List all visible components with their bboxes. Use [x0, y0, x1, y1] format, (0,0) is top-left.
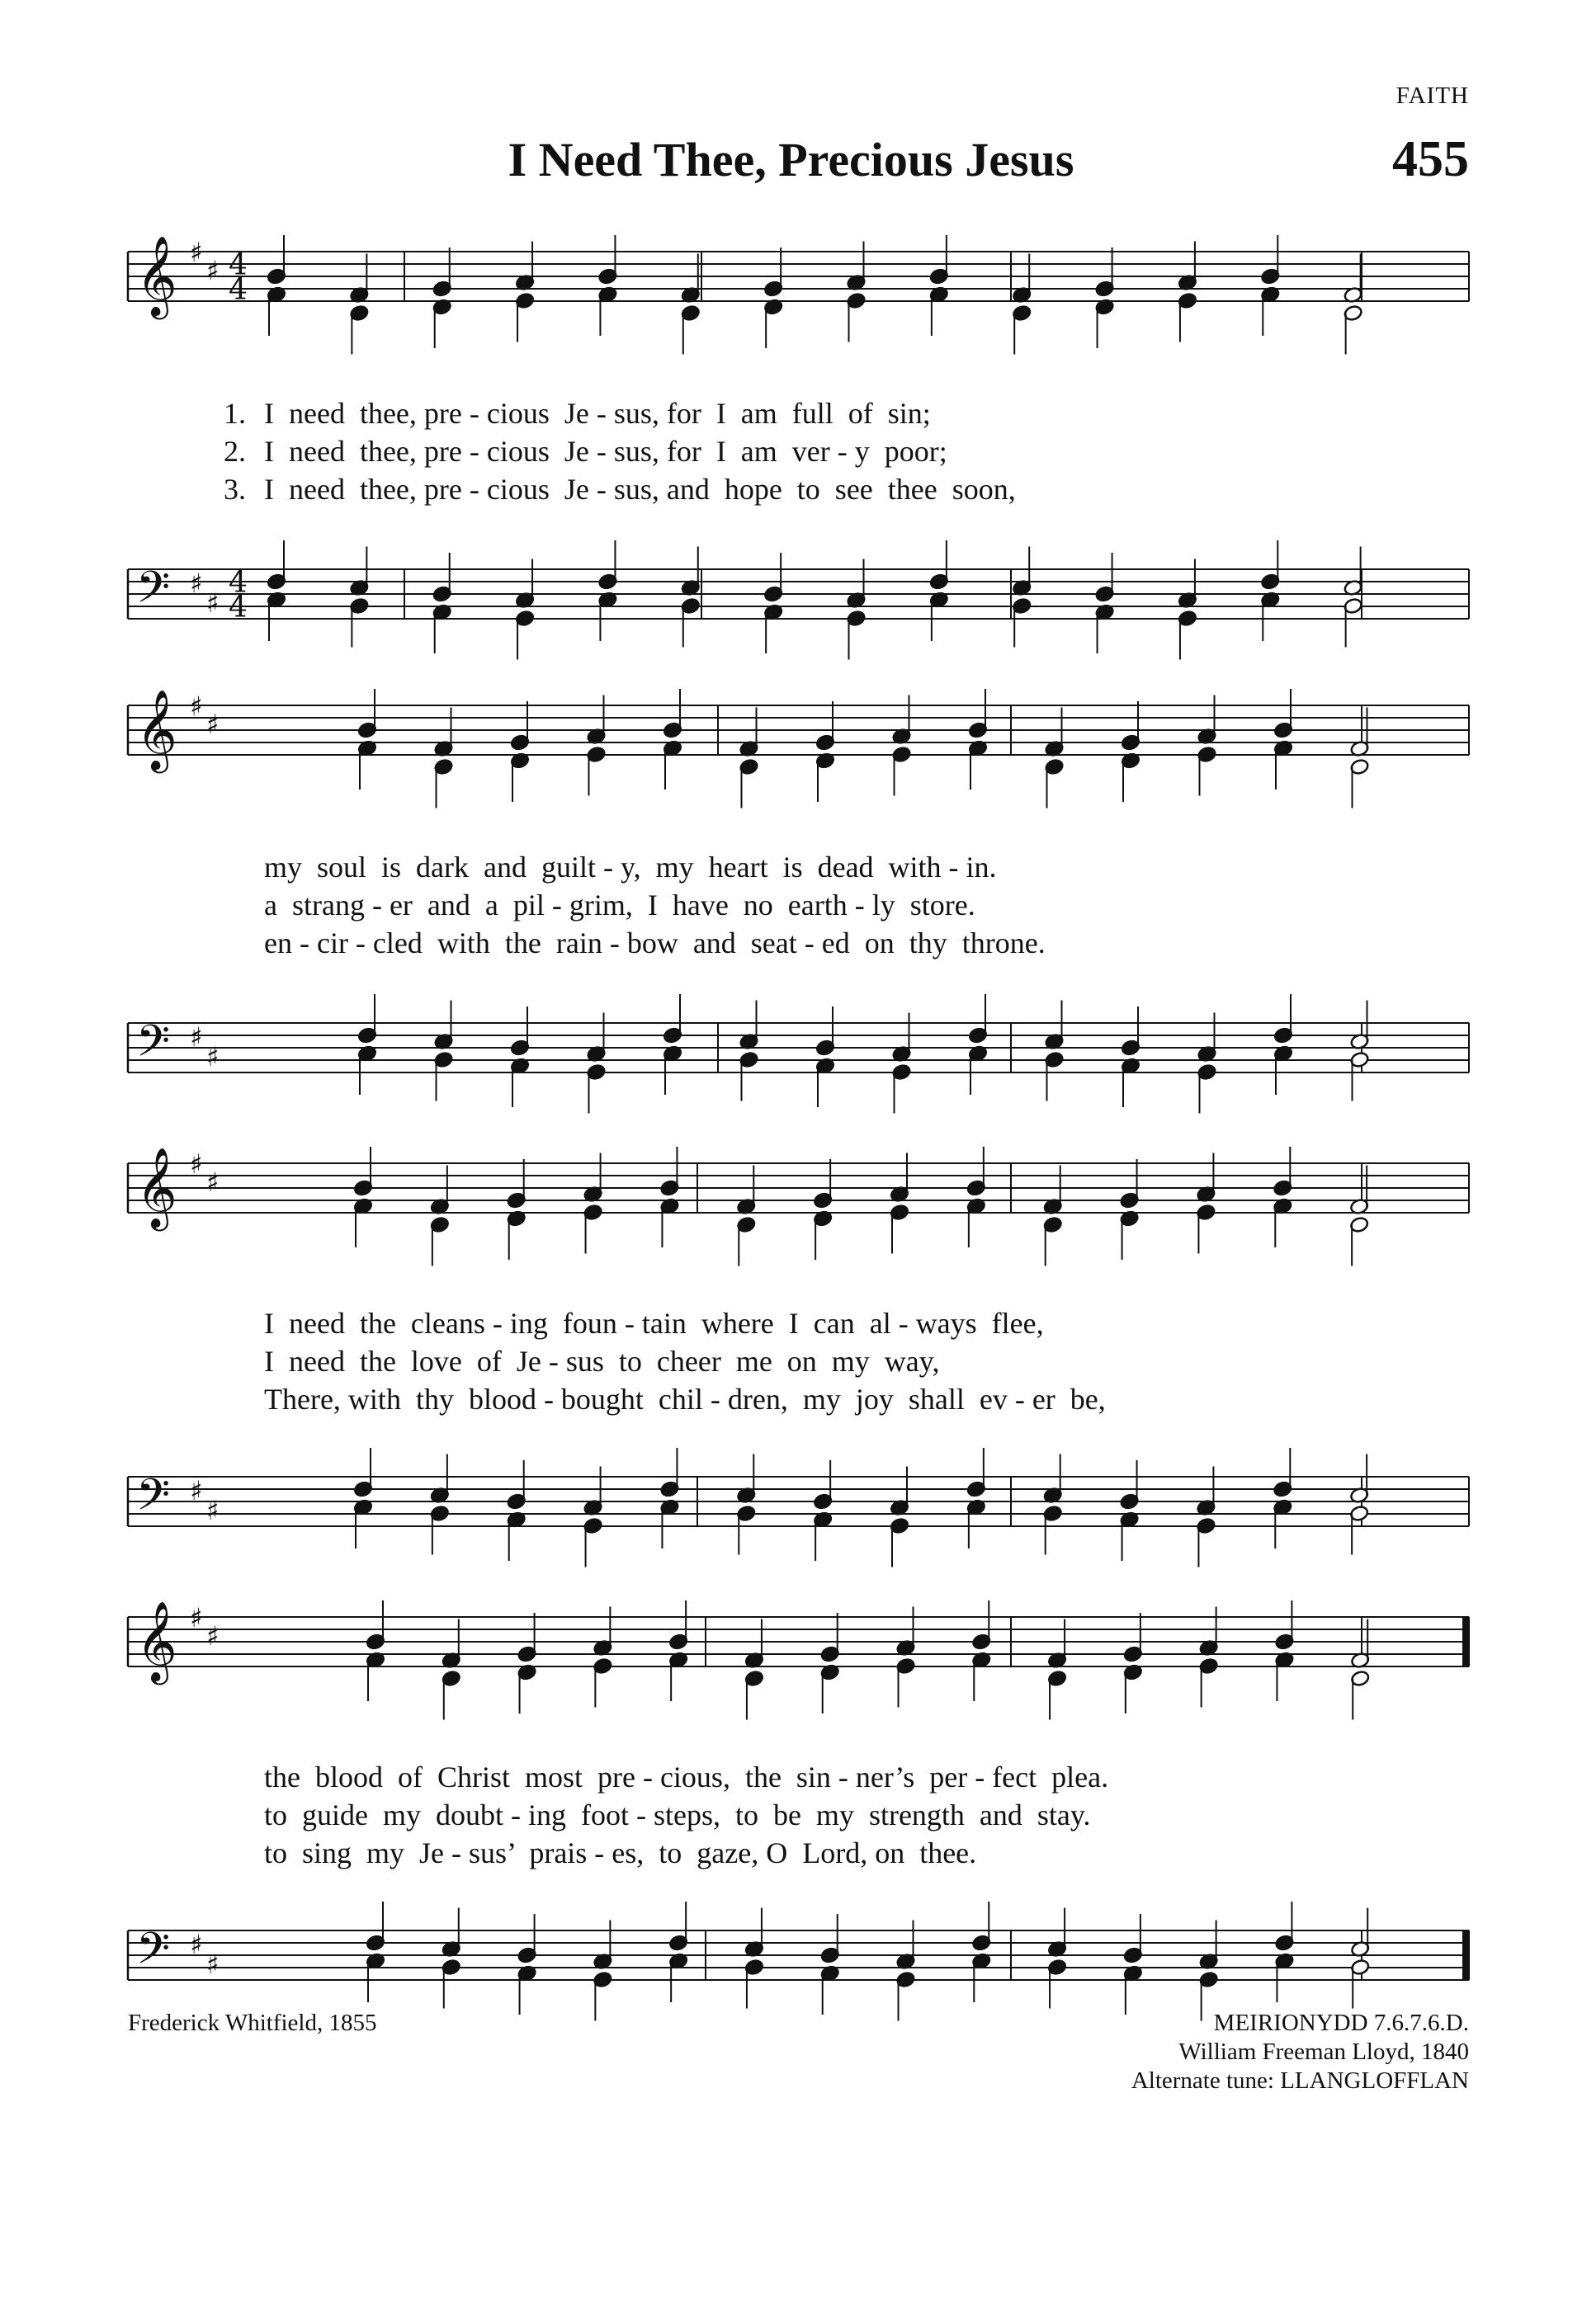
time-signature: 4: [229, 591, 248, 625]
bass-clef-icon: 𝄢: [136, 1470, 171, 1531]
lyric-line: There, with thy blood - bought chil - dren, my joy shall ev - er be,: [264, 1383, 1106, 1416]
sharp-icon: ♯: [190, 1602, 203, 1633]
sharp-icon: ♯: [190, 1148, 203, 1180]
sharp-icon: ♯: [190, 1475, 203, 1506]
time-signature: 4: [229, 248, 248, 282]
lyric-line: 2. I need thee, pre - cious Je - sus, for I am ver - y poor;: [224, 435, 947, 468]
sharp-icon: ♯: [206, 1949, 220, 1980]
treble-clef-icon: 𝄞: [136, 1600, 177, 1681]
sharp-icon: ♯: [206, 255, 220, 286]
words-credit: Frederick Whitfield, 1855: [128, 2010, 377, 2036]
tune-credit: [1131, 2009, 1469, 2095]
treble-clef-icon: 𝄞: [136, 689, 177, 770]
sharp-icon: ♯: [206, 1167, 220, 1198]
lyric-line: 1. I need thee, pre - cious Je - sus, for I am full of sin;: [224, 397, 931, 430]
alternate-tune: Alternate tune: LLANGLOFFLAN: [1131, 2067, 1469, 2094]
hymn-number: 455: [1392, 131, 1469, 187]
tune-name: MEIRIONYDD 7.6.7.6.D.: [1213, 2010, 1469, 2036]
lyric-line: the blood of Christ most pre - cious, the sin - ner’s per - fect plea.: [264, 1761, 1109, 1794]
treble-clef-icon: 𝄞: [136, 1147, 177, 1228]
section-label: FAITH: [1395, 82, 1469, 109]
lyric-line: I need the cleans - ing foun - tain where I can al - ways flee,: [264, 1307, 1044, 1340]
time-signature: 4: [229, 273, 248, 307]
lyric-line: 3. I need thee, pre - cious Je - sus, and hope to see thee soon,: [224, 473, 1016, 506]
sharp-icon: ♯: [206, 587, 220, 619]
lyric-line: I need the love of Je - sus to cheer me on my way,: [264, 1345, 940, 1378]
bass-clef-icon: 𝄢: [136, 563, 171, 624]
sharp-icon: ♯: [190, 237, 203, 268]
time-signature: 4: [229, 566, 248, 600]
final-bar: [1462, 1930, 1469, 1980]
final-bar: [1462, 1617, 1469, 1666]
lyric-line: to sing my Je - sus’ prais - es, to gaze, O Lord, on thee.: [264, 1836, 977, 1869]
sharp-icon: ♯: [190, 1929, 203, 1960]
composer-credit: William Freeman Lloyd, 1840: [1178, 2039, 1469, 2065]
sharp-icon: ♯: [190, 568, 203, 599]
lyric-line: to guide my doubt - ing foot - steps, to be my strength and stay.: [264, 1798, 1091, 1831]
hymn-title: I Need Thee, Precious Jesus: [508, 133, 1074, 186]
lyric-line: my soul is dark and guilt - y, my heart is dead with - in.: [264, 851, 997, 884]
lyric-line: en - cir - cled with the rain - bow and seat - ed on thy throne.: [264, 926, 1046, 959]
sharp-icon: ♯: [190, 691, 203, 722]
sharp-icon: ♯: [206, 1041, 220, 1072]
treble-clef-icon: 𝄞: [136, 235, 177, 316]
bass-clef-icon: 𝄢: [136, 1924, 171, 1985]
sharp-icon: ♯: [206, 1495, 220, 1526]
sharp-icon: ♯: [190, 1021, 203, 1053]
sharp-icon: ♯: [206, 709, 220, 740]
lyric-line: a strang - er and a pil - grim, I have no earth - ly store.: [264, 889, 975, 922]
bass-clef-icon: 𝄢: [136, 1016, 171, 1077]
sharp-icon: ♯: [206, 1620, 220, 1652]
